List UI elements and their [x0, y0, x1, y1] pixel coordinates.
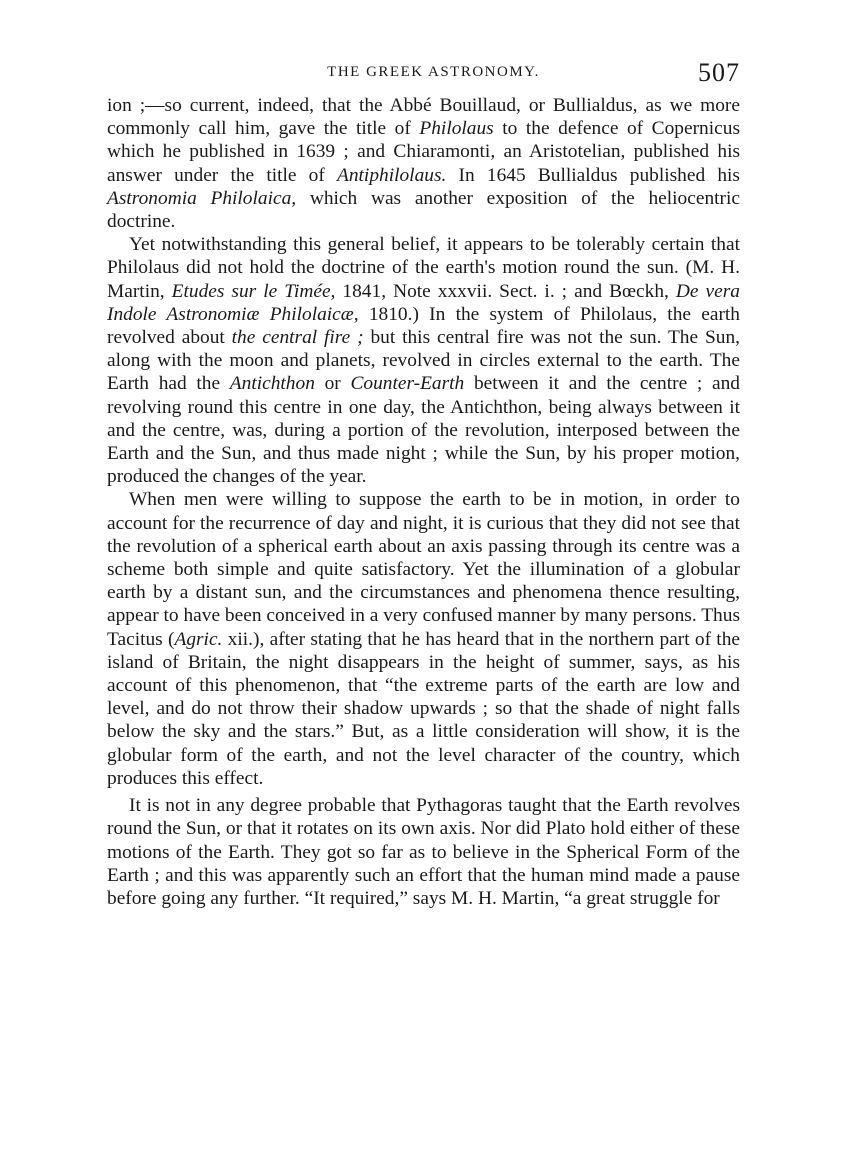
text-run: Yet notwithstanding this general belief, it appears to be tolerably certain that Philolaus did not hold the doctrine of the earth's motion round the sun. (M. H. Martin,	[107, 234, 740, 302]
italic-text: Agric.	[174, 628, 223, 650]
italic-text: Counter-Earth	[350, 373, 465, 395]
italic-text: Philolaus	[419, 118, 494, 140]
page-number: 507	[698, 58, 740, 87]
book-page	[107, 58, 740, 910]
text-run: In 1645 Bullialdus published his	[446, 164, 740, 186]
italic-text: De vera Indole Astronomiæ Philolaicæ,	[107, 280, 740, 325]
paragraph	[107, 233, 740, 488]
body-text	[107, 94, 740, 910]
running-title: THE GREEK ASTRONOMY.	[327, 64, 540, 80]
italic-text: Astronomia Philolaica,	[107, 187, 297, 209]
text-run: When men were willing to suppose the earth to be in motion, in order to account for the recurrence of day and night, it is curious that they did not see that the revolution of a spherical earth about an axis passing through its centre was a scheme both simple and quite satisfactory. Yet the illumination of a globular earth by a distant sun, and the circumstances and phenomena thence resulting, appear to have been conceived in a very confused manner by many persons. Thus Tacitus (	[107, 489, 740, 650]
text-run: or	[314, 373, 351, 395]
text-run: It is not in any degree probable that Pythagoras taught that the Earth revolves round the Sun, or that it rotates on its own axis. Nor did Plato hold either of these motions of the Earth. They got so far as to believe in the Spherical Form of the Earth ; and this was apparently such an effort that the human mind made a pause before going any further. “It required,” says M. H. Martin, “a great struggle for	[107, 795, 740, 909]
italic-text: Etudes sur le Timée,	[171, 280, 336, 302]
running-head	[107, 58, 740, 92]
text-run: to the defence of Copernicus which he published in 1639 ; and Chiaramonti, an Aristotelian, published his answer under the title of	[107, 118, 740, 186]
text-run: but this central fire was not the sun. The Sun, along with the moon and planets, revolved in circles external to the earth. The Earth had the	[107, 327, 740, 395]
paragraph	[107, 794, 740, 910]
italic-text: Antiphilolaus.	[337, 164, 447, 186]
paragraph	[107, 94, 740, 233]
text-run: xii.), after stating that he has heard that in the northern part of the island of Britain, the night disappears in the height of summer, says, as his account of this phenomenon, that “the extreme parts of the earth are low and level, and do not throw their shadow upwards ; so that the shade of night falls below the sky and the stars.” But, as a little consideration will show, it is the globular form of the earth, and not the level character of the country, which produces this effect.	[107, 628, 740, 789]
italic-text: the central fire ;	[231, 327, 364, 349]
text-run: 1810.) In the system of Philolaus, the earth revolved about	[107, 303, 741, 349]
text-run: 1841, Note xxxvii. Sect. i. ; and Bœckh,	[335, 280, 676, 302]
text-run: ion ;—so current, indeed, that the Abbé Bouillaud, or Bullialdus, as we more commonly call him, gave the title of	[107, 95, 740, 140]
text-run: between it and the centre ; and revolving round this centre in one day, the Antichthon, being always between it and the centre, was, during a portion of the revolution, interposed between the Earth and the Sun, and thus made night ; while the Sun, by his proper motion, produced the changes of the year.	[107, 373, 740, 488]
paragraph	[107, 488, 740, 790]
italic-text: Antichthon	[229, 373, 315, 395]
text-run: which was another exposition of the heliocentric doctrine.	[107, 187, 740, 233]
